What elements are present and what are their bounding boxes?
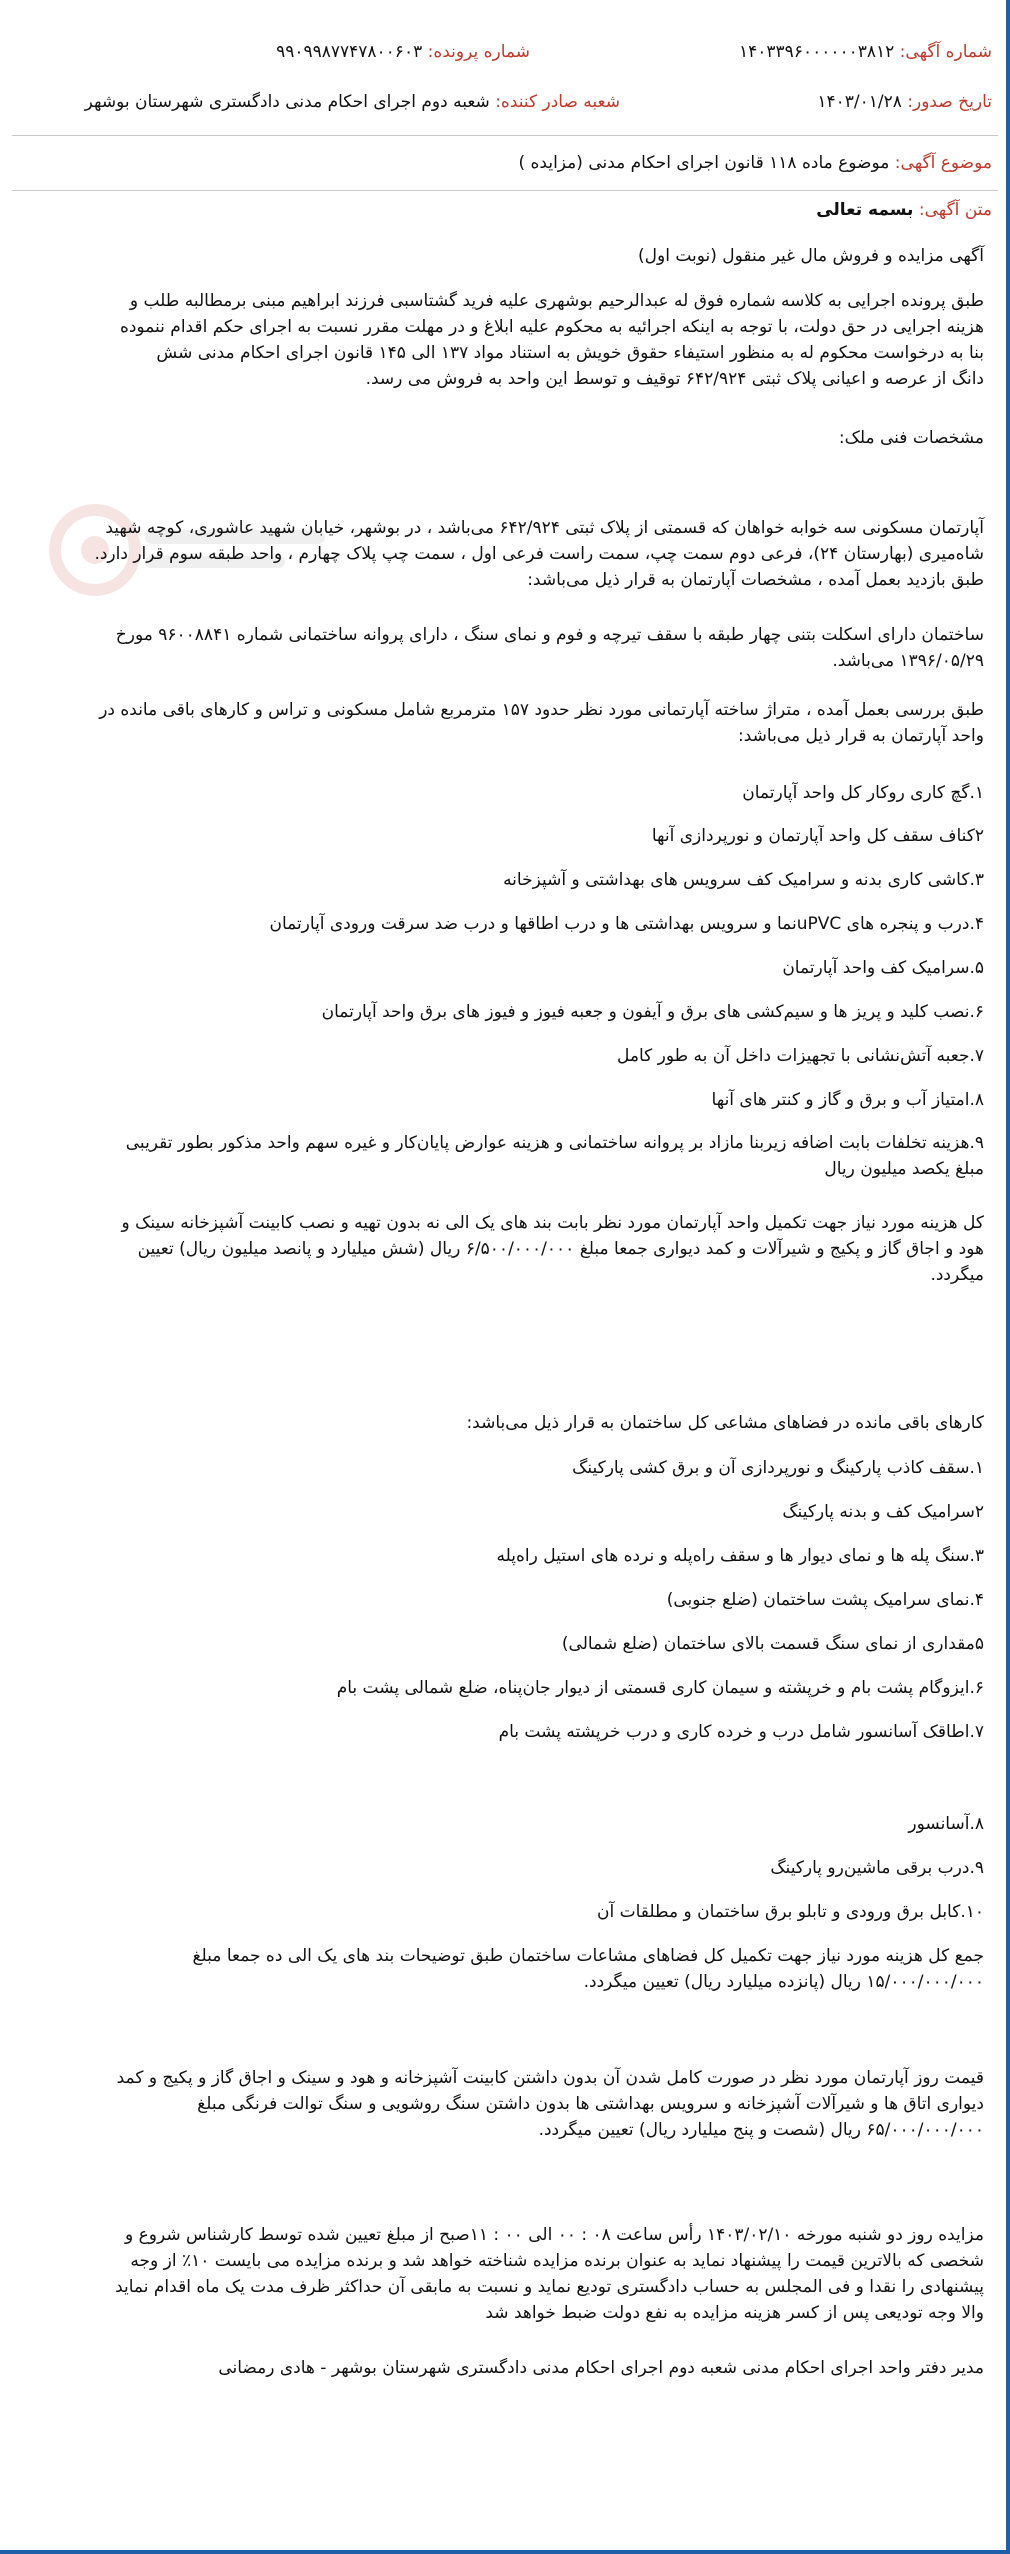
apartment-desc-line: شاه‌میری (بهارستان ۲۴)، فرعی دوم سمت چپ، سمت راست فرعی اول ، سمت چپ پلاک چهارم ، واحد طبقه سوم قرار دارد. — [94, 544, 984, 564]
case-number — [276, 42, 530, 62]
area-desc-line: طبق بررسی بعمل آمده ، متراژ ساخته آپارتمانی مورد نظر حدود ۱۵۷ مترمربع شامل مسکونی و تراس و کارهای باقی مانده در — [99, 700, 984, 720]
common-item: ۵مقداری از نمای سنگ قسمت بالای ساختمان (ضلع شمالی) — [561, 1634, 984, 1654]
common-item: ۱۰.کابل برق ورودی و تابلو برق ساختمان و مطلقات آن — [597, 1902, 984, 1922]
unit-item: ۸.امتیاز آب و برق و گاز و کنتر های آنها — [711, 1090, 984, 1110]
intro-line: هزینه اجرایی در حق دولت، با توجه به اینکه اجرائیه به محکوم علیه ابلاغ و در مهلت مقرر نسبت به اجرای حکم اقدام ننموده — [119, 317, 984, 337]
issuer — [85, 92, 620, 112]
intro-line: طبق پرونده اجرایی به کلاسه شماره فوق له عبدالرحیم بوشهری علیه فرید گشتاسبی فرزند ابراهیم مبنی برمطالبه طلب و — [129, 291, 984, 311]
basmala: بسمه تعالی — [816, 200, 914, 220]
building-desc-line: ۱۳۹۶/۰۵/۲۹ می‌باشد. — [832, 651, 984, 671]
unit-item-9: ۹.هزینه تخلفات بابت اضافه زیربنا مازاد بر پروانه ساختمانی و هزینه عوارض پایان‌کار و غیره سهم واحد مذکور بطور تقریبی — [125, 1133, 984, 1153]
subject-value: موضوع ماده ۱۱۸ قانون اجرای احکام مدنی (مزایده ) — [518, 153, 890, 173]
common-item: ۱.سقف کاذب پارکینگ و نورپردازی آن و برق کشی پارکینگ — [572, 1458, 984, 1478]
common-item: ۷.اطاقک آسانسور شامل درب و خرده کاری و درب خرپشته پشت بام — [498, 1722, 984, 1742]
common-item: ۹.درب برقی ماشین‌رو پارکینگ — [770, 1858, 984, 1878]
unit-item: ۳.کاشی کاری بدنه و سرامیک کف سرویس های بهداشتی و آشپزخانه — [503, 870, 984, 890]
building-desc-line: ساختمان دارای اسکلت بتنی چهار طبقه با سقف تیرچه و فوم و نمای سنگ ، دارای پروانه ساختمانی شماره ۹۶۰۰۸۸۴۱ مورخ — [115, 625, 984, 645]
issuer-label: شعبه صادر کننده: — [495, 92, 620, 112]
unit-item: ۶.نصب کلید و پریز ها و سیم‌کشی های برق و آیفون و جعبه فیوز و فیوز های برق واحد آپارتمان — [321, 1002, 984, 1022]
notice-title: آگهی مزایده و فروش مال غیر منقول (نوبت اول) — [638, 246, 984, 266]
body-label: متن آگهی: — [918, 200, 992, 220]
ad-number — [739, 42, 992, 62]
signature: مدیر دفتر واحد اجرای احکام مدنی شعبه دوم اجرای احکام مدنی دادگستری شهرستان بوشهر - هادی رمضانی — [218, 2358, 984, 2378]
unit-item: ۴.درب و پنجره های uPVCنما و سرویس بهداشتی ها و درب اطاقها و درب ضد سرقت ورودی آپارتمان — [269, 914, 984, 934]
common-item: ۴.نمای سرامیک پشت ساختمان (ضلع جنوبی) — [666, 1590, 984, 1610]
common-item: ۶.ایزوگام پشت بام و خرپشته و سیمان کاری قسمتی از دیوار جان‌پناه، ضلع شمالی پشت بام — [336, 1678, 984, 1698]
case-number-label: شماره پرونده: — [427, 42, 530, 62]
ad-number-label: شماره آگهی: — [899, 42, 992, 62]
common-item: ۳.سنگ پله ها و نمای دیوار ها و سقف راه‌پله و نرده های استیل راه‌پله — [496, 1546, 984, 1566]
unit-item-9: مبلغ یکصد میلیون ریال — [824, 1159, 984, 1179]
case-number-value: ۹۹۰۹۹۸۷۷۴۷۸۰۰۶۰۳ — [276, 42, 423, 62]
unit-cost-line: میگردد. — [930, 1265, 984, 1285]
unit-item: ۵.سرامیک کف واحد آپارتمان — [782, 958, 984, 978]
auction-line: پیشنهادی را نقدا و فی المجلس به حساب دادگستری تودیع نماید و نسبت به مابقی آن حداکثر ظرف مدت یک ماه اقدام نماید — [115, 2277, 984, 2297]
common-cost-line: ۱۵/۰۰۰/۰۰۰/۰۰۰ ریال (پانزده میلیارد ریال) تعیین میگردد. — [583, 1972, 984, 1992]
subject-label: موضوع آگهی: — [894, 153, 992, 173]
price-line: دیواری اتاق ها و شیرآلات آشپزخانه و سرویس بهداشتی ها بدون داشتن سنگ روشویی و سنگ توالت فرنگی مبلغ — [197, 2094, 984, 2114]
issue-date — [817, 92, 992, 112]
common-cost-line: جمع کل هزینه مورد نیاز جهت تکمیل کل فضاهای مشاعات ساختمان طبق توضیحات بند های یک الی ده جمعا مبلغ — [192, 1946, 984, 1966]
intro-line: بنا به درخواست محکوم له به منظور استیفاء حقوق خویش به استناد مواد ۱۳۷ الی ۱۴۵ قانون اجرای احکام مدنی شش — [156, 343, 984, 363]
price-line: قیمت روز آپارتمان مورد نظر در صورت کامل شدن آن بدون داشتن کابینت آشپزخانه و هود و سینک و اجاق گاز و پکیج و کمد — [116, 2068, 984, 2088]
issue-date-label: تاریخ صدور: — [907, 92, 992, 112]
common-item: ۸.آسانسور — [908, 1814, 984, 1834]
issue-date-value: ۱۴۰۳/۰۱/۲۸ — [817, 92, 902, 112]
issuer-value: شعبه دوم اجرای احکام مدنی دادگستری شهرستان بوشهر — [84, 92, 490, 112]
apartment-desc-line: طبق بازدید بعمل آمده ، مشخصات آپارتمان به قرار ذیل می‌باشد: — [527, 570, 984, 590]
intro-line: دانگ از عرصه و اعیانی پلاک ثبتی ۶۴۲/۹۲۴ توقیف و توسط این واحد به فروش می رسد. — [365, 369, 984, 389]
area-desc-line: واحد آپارتمان به قرار ذیل می‌باشد: — [738, 726, 984, 746]
unit-item: ۷.جعبه آتش‌نشانی با تجهیزات داخل آن به طور کامل — [616, 1046, 984, 1066]
price-line: ۶۵/۰۰۰/۰۰۰/۰۰۰ ریال (شصت و پنج میلیارد ریال) تعیین میگردد. — [538, 2120, 984, 2140]
auction-line: مزایده روز دو شنبه مورخه ۱۴۰۳/۰۲/۱۰ رأس ساعت ۰۸ : ۰۰ الی ۰۰ : ۱۱صبح از مبلغ تعیین شده توسط کارشناس شروع و — [125, 2225, 984, 2245]
common-heading: کارهای باقی مانده در فضاهای مشاعی کل ساختمان به قرار ذیل می‌باشد: — [466, 1413, 984, 1433]
subject — [518, 153, 992, 173]
unit-item: ۲کناف سقف کل واحد آپارتمان و نورپردازی آنها — [651, 826, 984, 846]
unit-cost-line: کل هزینه مورد نیاز جهت تکمیل واحد آپارتمان مورد نظر بابت بند های یک الی نه بدون تهیه و نصب کابینت آشپزخانه سینک و — [121, 1213, 984, 1233]
auction-line: والا وجه تودیعی پس از کسر هزینه مزایده به نفع دولت ضبط خواهد شد — [485, 2303, 984, 2323]
unit-cost-line: هود و اجاق گاز و پکیج و شیرآلات و کمد دیواری جمعا مبلغ ۶/۵۰۰/۰۰۰/۰۰۰ ریال (شش میلیارد و پانصد میلیون ریال) تعیین — [137, 1239, 984, 1259]
body — [816, 200, 992, 220]
common-item: ۲سرامیک کف و بدنه پارکینگ — [782, 1502, 984, 1522]
subject-divider — [12, 190, 998, 191]
specs-heading: مشخصات فنی ملک: — [838, 428, 984, 448]
unit-item: ۱.گچ کاری روکار کل واحد آپارتمان — [742, 783, 984, 803]
ad-number-value: ۱۴۰۳۳۹۶۰۰۰۰۰۰۳۸۱۲ — [739, 42, 895, 62]
apartment-desc-line: آپارتمان مسکونی سه خوابه خواهان که قسمتی از پلاک ثبتی ۶۴۲/۹۲۴ می‌باشد ، در بوشهر، خیابان شهید عاشوری، کوچه شهید — [105, 518, 984, 538]
header-divider — [12, 135, 998, 136]
auction-line: شخصی که بالاترین قیمت را پیشنهاد نماید به عنوان برنده مزایده شناخته خواهد شد و برنده مزایده می بایست ۱۰٪ از وجه — [130, 2251, 984, 2271]
